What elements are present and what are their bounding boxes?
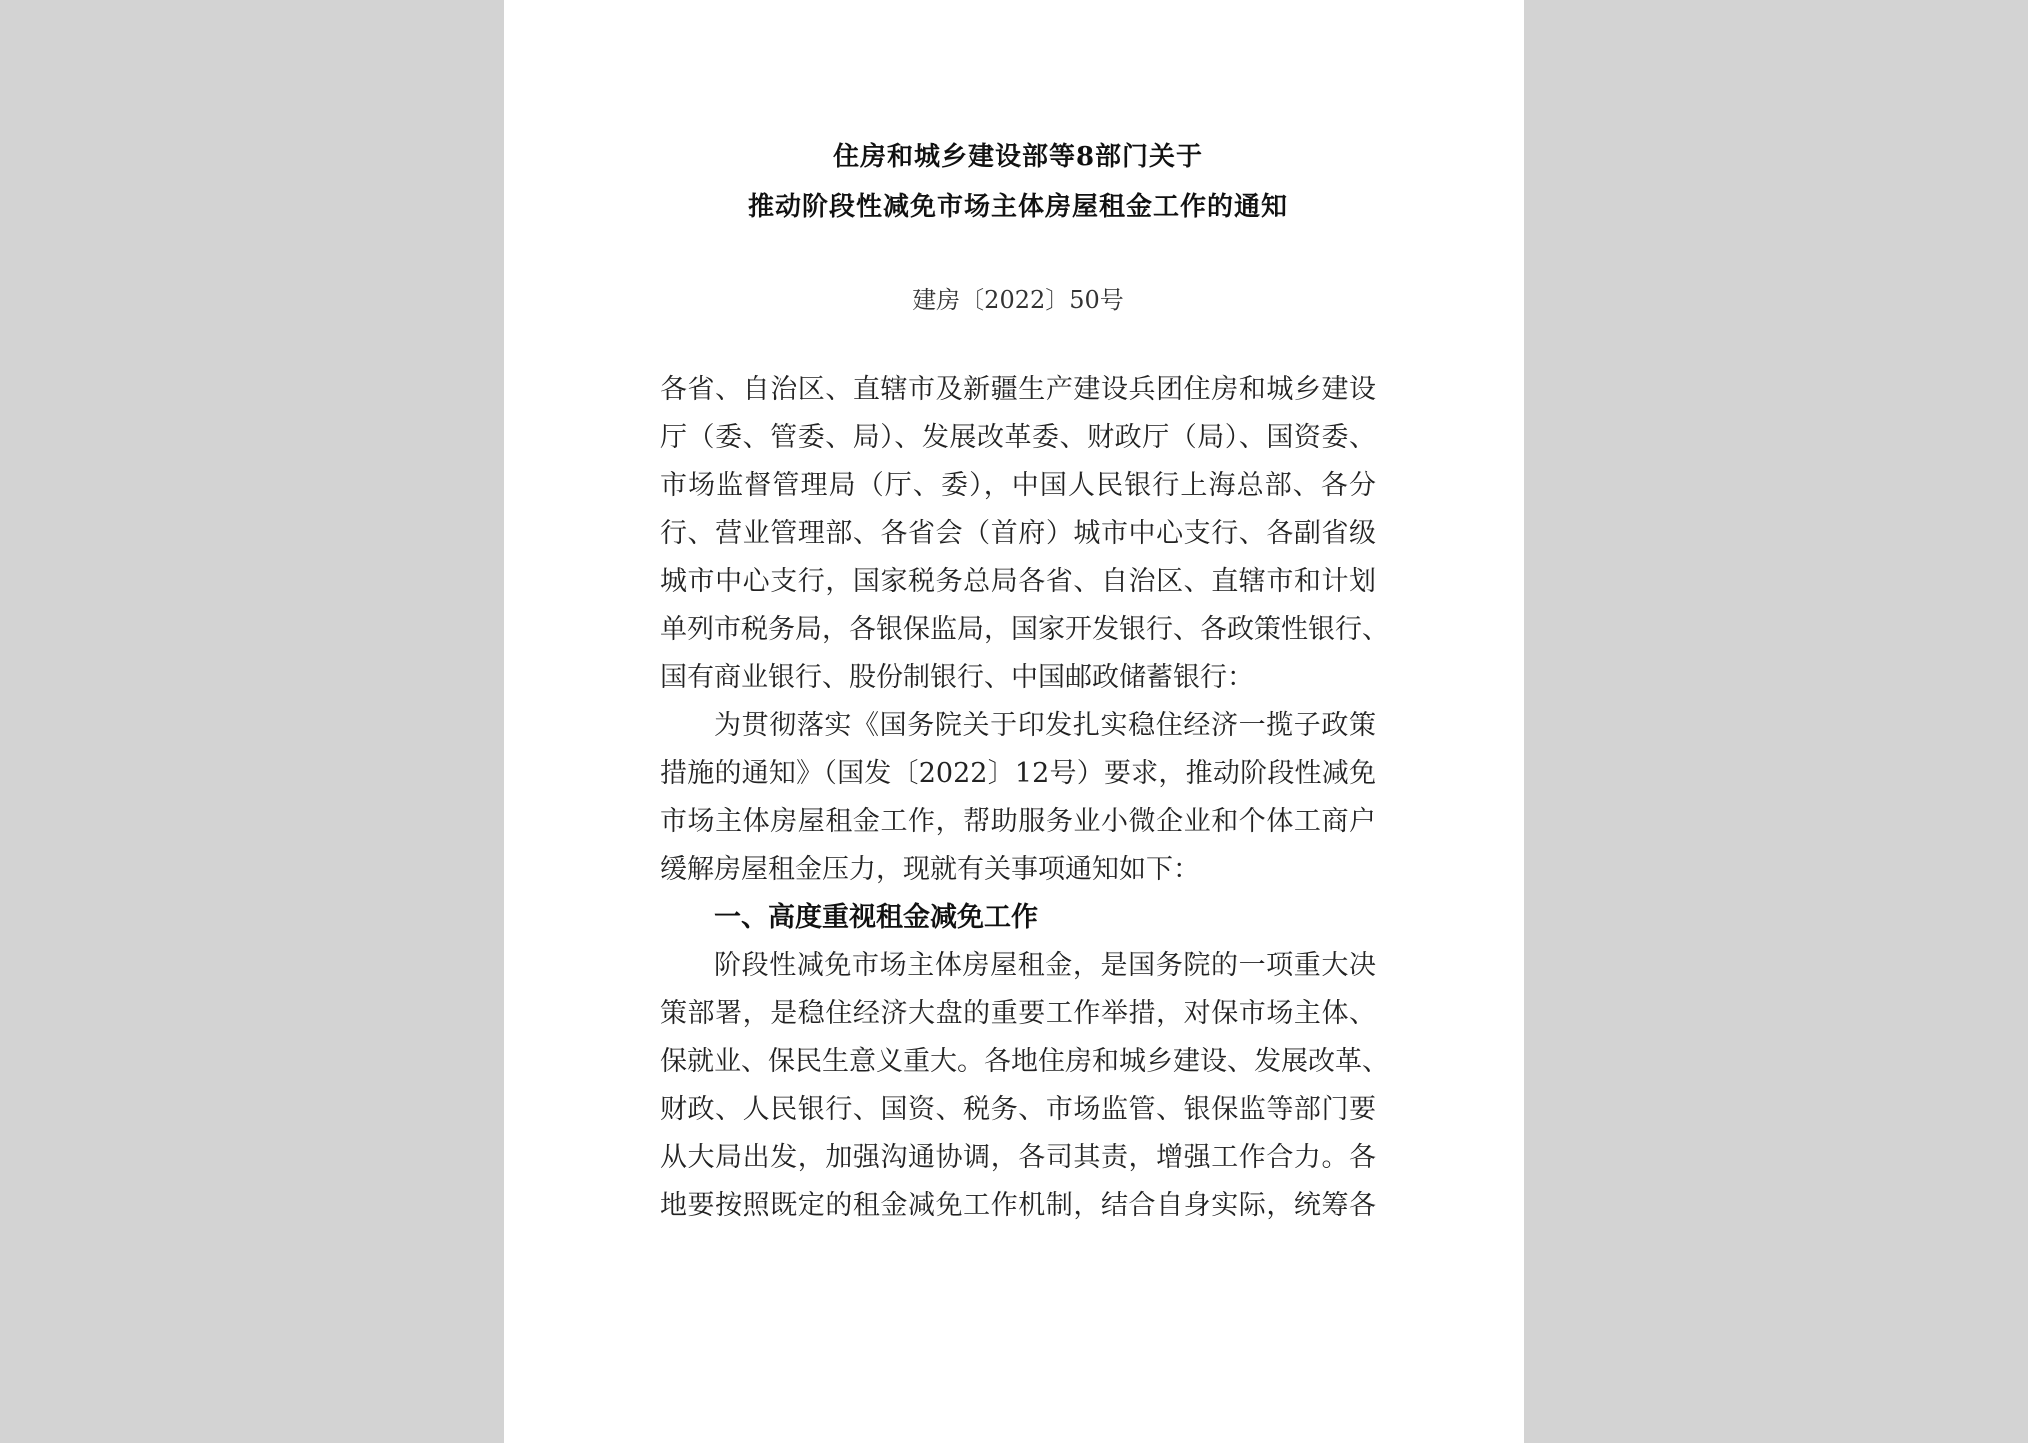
recipients-line: 市场监督管理局（厅、委），中国人民银行上海总部、各分 bbox=[660, 470, 1376, 501]
document-title-line-1: 住房和城乡建设部等8部门关于 bbox=[832, 142, 1204, 172]
intro-line: 缓解房屋租金压力，现就有关事项通知如下： bbox=[660, 854, 1200, 885]
recipients-line: 各省、自治区、直辖市及新疆生产建设兵团住房和城乡建设 bbox=[660, 374, 1376, 405]
document-number: 建房〔2022〕50号 bbox=[912, 286, 1124, 314]
intro-line: 为贯彻落实《国务院关于印发扎实稳住经济一揽子政策 bbox=[714, 710, 1376, 741]
section-body-line: 地要按照既定的租金减免工作机制，结合自身实际，统筹各 bbox=[660, 1190, 1376, 1221]
recipients-line: 厅（委、管委、局）、发展改革委、财政厅（局）、国资委、 bbox=[660, 422, 1376, 453]
section-body-line: 保就业、保民生意义重大。各地住房和城乡建设、发展改革、 bbox=[660, 1046, 1389, 1077]
section-heading: 一、高度重视租金减免工作 bbox=[714, 902, 1038, 933]
recipients-line: 国有商业银行、股份制银行、中国邮政储蓄银行： bbox=[660, 662, 1254, 693]
recipients-line: 单列市税务局，各银保监局，国家开发银行、各政策性银行、 bbox=[660, 614, 1389, 645]
section-body-line: 阶段性减免市场主体房屋租金，是国务院的一项重大决 bbox=[714, 950, 1376, 981]
document-title-line-2: 推动阶段性减免市场主体房屋租金工作的通知 bbox=[747, 192, 1288, 222]
document-page bbox=[504, 0, 1524, 1443]
section-body-line: 财政、人民银行、国资、税务、市场监管、银保监等部门要 bbox=[660, 1094, 1376, 1125]
section-body-line: 策部署，是稳住经济大盘的重要工作举措，对保市场主体、 bbox=[660, 998, 1376, 1029]
intro-line: 措施的通知》（国发〔2022〕12号）要求，推动阶段性减免 bbox=[660, 758, 1376, 789]
intro-line: 市场主体房屋租金工作，帮助服务业小微企业和个体工商户 bbox=[660, 806, 1376, 837]
section-body-line: 从大局出发，加强沟通协调，各司其责，增强工作合力。各 bbox=[660, 1142, 1376, 1173]
recipients-line: 城市中心支行，国家税务总局各省、自治区、直辖市和计划 bbox=[660, 566, 1376, 597]
recipients-line: 行、营业管理部、各省会（首府）城市中心支行、各副省级 bbox=[660, 518, 1376, 549]
